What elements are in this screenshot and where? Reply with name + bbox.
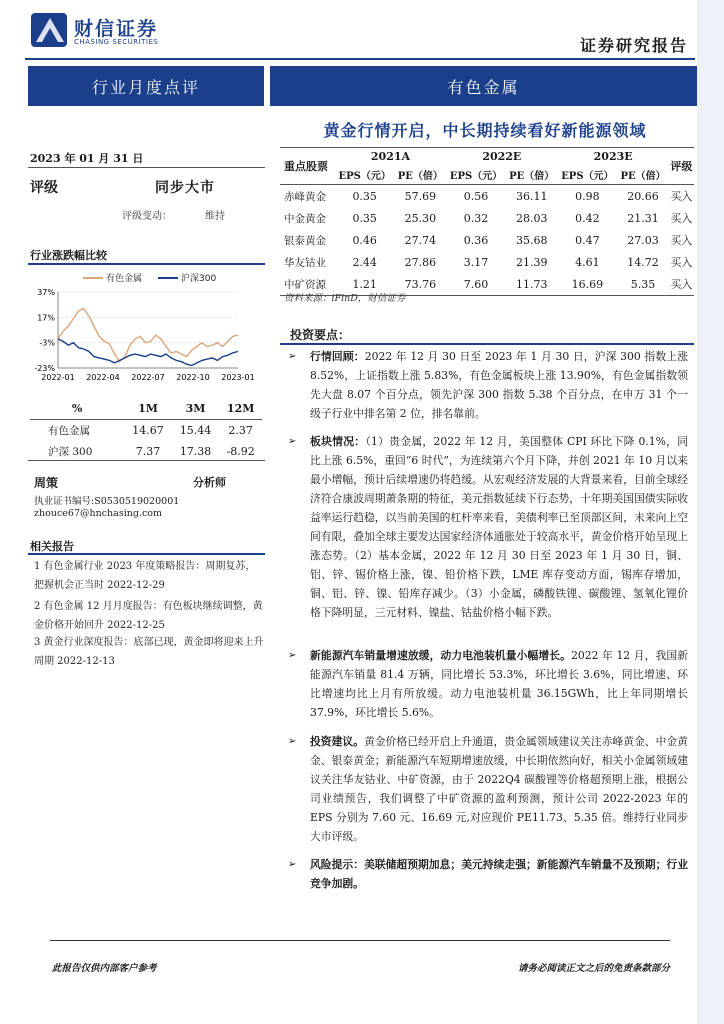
stock-cell: 2.44 [352,255,377,269]
stock-cell: 0.35 [352,189,377,203]
report-date: 2023 年 01 月 31 日 [30,152,144,165]
x-tick-label: 2023-01 [221,373,255,382]
x-tick-label: 2022-07 [131,373,165,382]
stock-name: 赤峰黄金 [284,190,326,203]
series-line-0 [58,309,238,362]
bullet-text: （1）贵金属，2022 年 12 月，美国整体 CPI 环比下降 0.1%，同比上涨 6.5%，重回“6 时代”，为连续第六个月下降，并创 2021 年 10 月以来最小增幅，预计后续增速仍将趋缓。从宏观经济发展的大背景来看，目前全球经济符合康波周期萧条期的特征，美元指数延续下行态势，十年期美国国债实际收益率运行趋稳，以当前美国的杠杆率来看，美债利率已至顶部区间，未来向上空间有限，叠加全球主要发达国家经济体通胀处于较高水平，黄金价格开始呈现上涨态势。（2）基本金属，2022 年 12 月 30 日至 2023 年 1 月 30 日，铜、铝、锌、锡价格上涨，镍、铅价格下跌，LME 库存变动方面，锡库存增加，铜、铝、锌、镍、铅库存减少。（3）小金属，磷酸铁锂、碳酸锂、氢氧化锂价格下降明显，三元材料、镍盐、钴盐价格小幅下跌。 [310,435,689,619]
bullet-arrow-icon: ➢ [288,736,297,747]
stock-cell: 0.47 [575,233,600,247]
bullet-lead: 行情回顾： [310,350,365,363]
y-tick-label: -3% [39,338,55,348]
key-stocks-table [280,147,694,296]
stock-cell: 0.36 [463,233,489,247]
report-category-band: 行业月度点评 [28,66,264,106]
stock-cell: 21.31 [627,211,659,225]
perf-row-name: 沪深 300 [48,446,93,458]
table-row [30,420,262,442]
bullet-lead: 新能源汽车销量增速放缓，动力电池装机量小幅增长。 [310,649,572,662]
stock-rating: 买入 [670,190,693,203]
footer-rule [50,940,670,941]
bullet-text: 2022 年 12 月，我国新能源汽车销量 81.4 万辆，同比增长 53.3%，环比增长 3.6%，同比增速、环比增速均比上月有所放缓。动力电池装机量 36.15GWh，比上年同期增长 37.9%，环比增长 5.6%。 [310,649,688,719]
stock-cell: 5.35 [617,273,669,296]
data-source-note: 资料来源：iFinD，财信证券 [284,293,406,304]
stock-name: 中金黄金 [284,212,326,225]
stock-cell: 0.35 [352,211,377,225]
page-side-strip [697,0,724,1024]
header-eps: EPS（元） [557,165,617,185]
stock-cell: 21.39 [515,255,548,269]
related-report-item[interactable]: 1 有色金属行业 2023 年度策略报告：周期复苏，把握机会正当时 2022-12-29 [34,561,256,591]
stock-cell: 7.60 [446,273,506,296]
stock-cell: 27.86 [404,255,437,269]
perf-header-3m: 3M [172,400,220,420]
table-row [280,185,694,208]
perf-cell: 17.38 [179,445,212,458]
stock-cell: 1.21 [335,273,395,296]
rating-change-value: 维持 [205,211,225,222]
stock-name: 中矿资源 [280,273,335,296]
industry-band: 有色金属 [270,66,697,106]
related-report-item[interactable]: 2 有色金属 12 月月度报告：有色板块继续调整，黄金价格开始回升 2022-12-25 [34,601,263,631]
related-rule [28,553,265,555]
header-eps: EPS（元） [446,165,506,185]
bullet-text: 2022 年 12 月 30 日至 2023 年 1 月 30 日，沪深 300 指数上涨 8.52%，上证指数上涨 5.83%，有色金属板块上涨 13.90%，有色金属指数领先大盘 8.07 个百分点，领先沪深 300 指数 5.38 个百分点，在申万 31 个一级子行业中排名第 2 位，排名靠前。 [310,350,689,420]
stock-cell: 3.17 [463,255,489,269]
perf-header-1m: 1M [124,400,172,420]
perf-section-title: 行业涨跌幅比较 [30,249,107,262]
analyst-name: 周策 [34,476,59,490]
header-year: 2022E [446,148,557,166]
investment-bullet [288,432,689,622]
investment-bullet [288,347,689,423]
rating-change-label: 评级变动： [122,211,172,222]
stock-rating: 买入 [670,234,693,247]
bullet-arrow-icon: ➢ [288,650,297,661]
y-tick-label: 17% [37,313,55,323]
header-rating: 评级 [669,148,694,185]
bullet-lead: 板块情况： [310,435,366,448]
stock-name: 华友钴业 [284,256,326,269]
bullet-lead: 风险提示：美联储超预期加息；美元持续走强；新能源汽车销量不及预期；行业竞争加剧。 [310,858,688,890]
brand-name-en: CHASING SECURITIES [74,38,159,46]
y-tick-label: 37% [37,288,55,297]
bullet-arrow-icon: ➢ [288,351,297,362]
x-tick-label: 2022-10 [176,373,210,382]
stock-cell: 36.11 [515,189,548,203]
table-row [280,229,694,251]
perf-header-12m: 12M [219,400,262,420]
performance-table [30,400,262,462]
legend-label-nonferrous: 有色金属 [106,274,143,284]
report-type: 证券研究报告 [579,36,688,55]
header-key-stocks: 重点股票 [280,148,335,185]
table-row [30,441,262,462]
header-rule [25,58,695,60]
stock-cell: 73.76 [395,273,447,296]
perf-cell: 14.67 [132,424,164,437]
header-eps: EPS（元） [335,165,395,185]
investment-rule [280,343,694,345]
y-tick-label: -23% [34,364,55,373]
perf-row-name: 有色金属 [48,425,90,437]
investment-title: 投资要点： [290,328,351,342]
bullet-lead: 投资建议。 [310,735,364,748]
perf-cell: 2.37 [228,424,253,437]
footer-disclaimer[interactable]: 请务必阅读正文之后的免责条款部分 [517,963,670,974]
perf-table-rule [28,460,265,461]
header-year: 2023E [557,148,668,166]
stock-cell: 11.73 [506,273,558,296]
stock-name: 银泰黄金 [284,234,326,247]
stock-cell: 16.69 [557,273,617,296]
stock-cell: 28.03 [515,211,548,225]
stock-cell: 0.32 [463,211,489,225]
table-row [280,251,694,273]
chart-legend [83,272,216,284]
perf-cell: -8.92 [226,445,255,458]
investment-bullet [288,646,688,722]
stock-rating: 买入 [669,273,694,296]
stock-cell: 14.72 [627,255,659,269]
stock-cell: 0.46 [352,233,377,247]
footer-note: 此报告仅供内部客户参考 [52,963,157,974]
stock-rating: 买入 [670,212,693,225]
header-pe: PE（倍） [395,165,447,185]
perf-cell: 15.44 [179,424,212,437]
stock-rating: 买入 [670,256,693,269]
investment-bullet [288,732,688,846]
bullet-arrow-icon: ➢ [288,859,297,870]
brand-name: 财信证券 [74,18,159,40]
analyst-role: 分析师 [193,476,226,489]
logo-icon [30,12,70,48]
bullet-arrow-icon: ➢ [288,436,297,447]
related-title: 相关报告 [30,540,74,553]
analyst-license: 执业证书编号:S0530519020001 [34,496,180,507]
stock-cell: 25.30 [404,211,437,225]
header-pe: PE（倍） [506,165,558,185]
x-tick-label: 2022-01 [41,373,75,382]
investment-bullet [288,855,688,893]
stock-cell: 57.69 [404,189,437,203]
stock-cell: 35.68 [515,233,548,247]
rating-value: 同步大市 [155,180,215,196]
stock-cell: 0.42 [575,211,600,225]
stock-cell: 0.98 [575,189,600,203]
stock-cell: 4.61 [575,255,600,269]
analyst-email[interactable]: zhouce67@hnchasing.com [34,508,163,519]
stock-cell: 0.56 [463,189,489,203]
stock-cell: 27.74 [404,233,437,247]
header-year: 2021A [335,148,446,166]
header-pe: PE（倍） [617,165,669,185]
perf-cell: 7.37 [135,445,161,458]
stock-cell: 20.66 [627,189,659,203]
related-report-item[interactable]: 3 黄金行业深度报告：底部已现，黄金即将迎来上升周期 2022-12-13 [34,637,264,667]
legend-label-hs300: 沪深300 [181,274,217,284]
date-rule [28,167,265,168]
x-tick-label: 2022-04 [86,373,120,382]
report-headline: 黄金行情开启，中长期持续看好新能源领域 [323,121,647,140]
stock-cell: 27.03 [627,233,659,247]
performance-chart [28,264,265,390]
perf-header-pct: % [30,400,124,420]
rating-label: 评级 [30,180,58,196]
table-row [280,207,694,229]
bullet-text: 黄金价格已经开启上升通道，贵金属领域建议关注赤峰黄金、中金黄金、银泰黄金；新能源汽车短期增速放缓，中长期依然向好，相关小金属领域建议关注华友钴业、中矿资源，由于 2022Q4 碳酸锂等价格超预期上涨，根据公司业绩预告，我们调整了中矿资源的盈利预测，预计公司 2022-2023 年的 EPS 分别为 7.60 元、16.69 元,对应现价 PE11.73、5.35 倍。维持行业同步大市评级。 [310,735,688,843]
